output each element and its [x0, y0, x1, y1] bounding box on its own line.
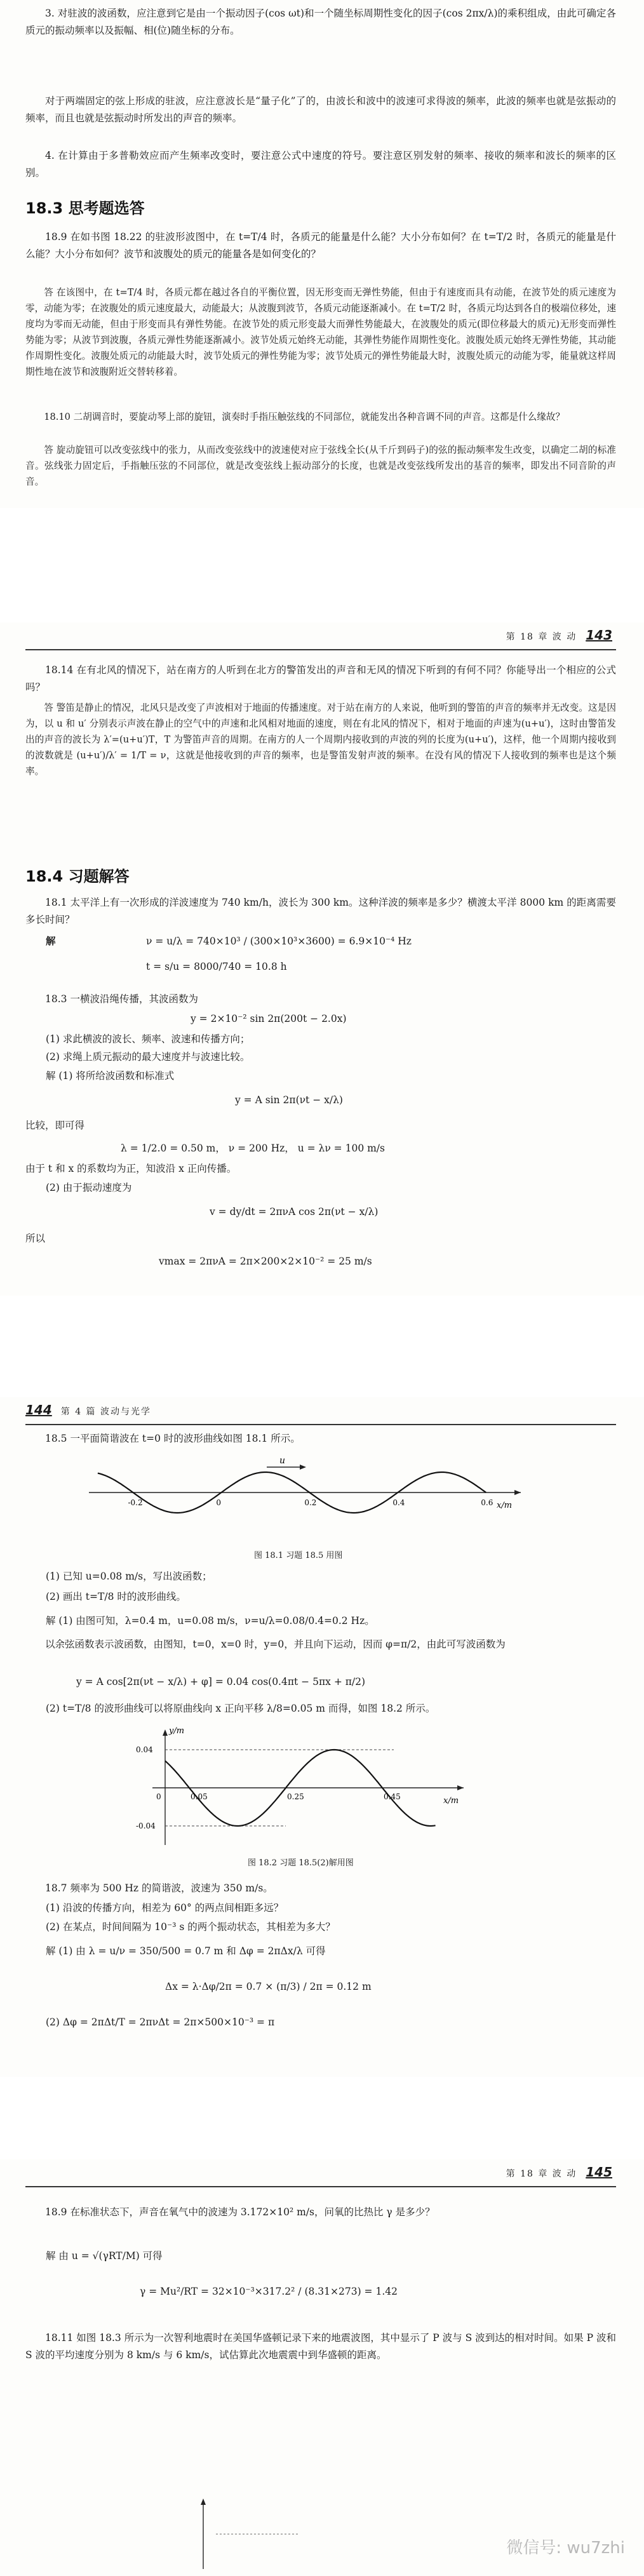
page-number: 144	[25, 1402, 52, 1418]
x-tick-label: -0.2	[128, 1498, 143, 1507]
x-tick-label: 0.05	[191, 1792, 208, 1801]
equation-values: λ = 1/2.0 = 0.50 m， ν = 200 Hz， u = λν = 100 m/s	[121, 1143, 385, 1154]
figure-18-1	[76, 1454, 533, 1543]
equation-gamma: γ = Mu²/RT = 32×10⁻³×317.2² / (8.31×273) = 1.42	[140, 2286, 398, 2297]
page-gap	[0, 1296, 644, 1397]
answer-18-14: 答 警笛是静止的情况，北风只是改变了声波相对于地面的传播速度。对于站在南方的人来说，他听到的警笛的声音的频率并无改变。这是因为，以 u 和 u′ 分别表示声波在静止的空气中的声速和北风相对地面的速度，则在有北风的情况下，相对于地面的声速为(u+u′)，这时由警笛发出的声音的波长为 λ′=(u+u′)T，T 为警笛声音的周期。在南方的人一个周期内接收到的声波的列的长度为(u+u′)，这样，他一个周期内接收到的波数就是 (u+u′)/λ′ = 1/T = ν，这就是他接收到的声音的频率，也是警笛发射声波的频率。在没有风的情况下人接收到的频率也是这个频率。	[25, 702, 616, 777]
figure-18-2	[127, 1724, 483, 1851]
running-head-text: 第 18 章 波 动	[506, 2169, 577, 2179]
solution-18-5-3: (2) t=T/8 的波形曲线可以将原曲线向 x 正向平移 λ/8=0.05 m 而得，如图 18.2 所示。	[46, 1703, 436, 1714]
figure-18-2-caption: 图 18.2 习题 18.5(2)解用图	[248, 1858, 354, 1868]
problem-18-3: 18.3 一横波沿绳传播，其波函数为	[45, 993, 198, 1005]
velocity-arrow-head	[300, 1465, 306, 1470]
x-axis-arrow	[457, 1785, 464, 1790]
x-tick-label: 0.4	[392, 1498, 405, 1507]
page-2	[0, 622, 644, 1296]
seismogram-figure-top	[191, 2490, 318, 2572]
problem-18-11: 18.11 如图 18.3 所示为一次智利地震时在美国华盛顿记录下来的地震波图，其中显示了 P 波与 S 波到达的相对时间。如果 P 波和 S 波的平均速度分别为 8 km/s 与 6 km/s，试估算此次地震震中到华盛顿的距离。	[25, 2332, 616, 2361]
solution-18-7-2: (2) Δφ = 2πΔt/T = 2πνΔt = 2π×500×10⁻³ = π	[46, 2016, 275, 2028]
velocity-label: u	[279, 1456, 286, 1466]
equation-delta-x: Δx = λ·Δφ/2π = 0.7 × (π/3) / 2π = 0.12 m	[165, 1981, 372, 1992]
problem-18-5: 18.5 一平面简谐波在 t=0 时的波形曲线如图 18.1 所示。	[45, 1433, 300, 1444]
solution-label: 解	[46, 935, 56, 947]
equation-wave: y = 2×10⁻² sin 2π(200t − 2.0x)	[191, 1013, 347, 1024]
x-axis-label: x/m	[497, 1501, 513, 1510]
question-18-10: 18.10 二胡调音时，要旋动琴上部的旋钮，演奏时手指压触弦线的不同部位，就能发出各种音调不同的声音。这都是什么缘故？	[44, 412, 565, 422]
y-tick-label: -0.04	[136, 1821, 156, 1830]
equation-standard: y = A sin 2π(νt − x/λ)	[235, 1094, 343, 1106]
compare-text: 比较，即可得	[25, 1120, 85, 1131]
header-rule	[25, 649, 616, 650]
page-gap	[0, 2077, 644, 2159]
solution-18-5-1: 解 (1) 由图可知，λ=0.4 m，u=0.08 m/s，ν=u/λ=0.08/0.4=0.2 Hz。	[46, 1615, 375, 1627]
figure-18-1-caption: 图 18.1 习题 18.5 用图	[254, 1551, 343, 1560]
x-tick-label: 0.2	[304, 1498, 317, 1507]
running-head-text: 第 18 章 波 动	[506, 632, 577, 642]
x-tick-label: 0	[216, 1498, 222, 1507]
question-18-3-1: (1) 求此横波的波长、频率、波速和传播方向；	[46, 1033, 250, 1045]
question-18-7-1: (1) 沿波的传播方向，相差为 60° 的两点间相距多远？	[46, 1902, 284, 1914]
item-3-text: 3. 对驻波的波函数，应注意到它是由一个振动因子(cos ωt)和一个随坐标周期性变化的因子(cos 2πx/λ)的乘积组成，由此可确定各质元的振动频率以及振幅、相(位)随坐标的分布。	[25, 8, 616, 36]
header-rule	[25, 2186, 616, 2187]
solution-18-9-1: 解 由 u = √(γRT/M) 可得	[46, 2250, 163, 2262]
section-title-thinking: 18.3 思考题选答	[25, 199, 145, 217]
running-head-144	[25, 1402, 151, 1418]
section-title-exercises: 18.4 习题解答	[25, 868, 130, 885]
x-axis-arrow	[514, 1490, 521, 1495]
x-axis-label: x/m	[443, 1796, 459, 1806]
solution-18-3-1: 解 (1) 将所给波函数和标准式	[46, 1070, 175, 1082]
problem-18-1: 18.1 太平洋上有一次形成的洋波速度为 740 km/h，波长为 300 km。这种洋波的频率是多少？横渡太平洋 8000 km 的距离需要多长时间？	[25, 897, 616, 925]
page-3	[0, 1397, 644, 2077]
axis-arrow	[201, 2499, 206, 2505]
solution-18-7-1: 解 (1) 由 λ = u/ν = 350/500 = 0.7 m 和 Δφ = 2πΔx/λ 可得	[46, 1945, 326, 1957]
running-head-text: 第 4 篇 波动与光学	[60, 1407, 152, 1417]
question-18-5-1: (1) 已知 u=0.08 m/s，写出波函数；	[46, 1571, 212, 1582]
x-tick-label: 0.25	[287, 1792, 304, 1801]
x-tick-label: 0.45	[384, 1792, 401, 1801]
running-head-143	[506, 627, 612, 643]
paragraph-fixed-ends: 对于两端固定的弦上形成的驻波，应注意波长是“量子化”了的，由波长和波中的波速可求得波的频率，此波的频率也就是弦振动的频率，而且也就是弦振动时所发出的声音的频率。	[25, 95, 616, 124]
equation-vmax: vmax = 2πνA = 2π×200×2×10⁻² = 25 m/s	[159, 1256, 372, 1267]
x-tick-label: 0.6	[481, 1498, 493, 1507]
direction-text: 由于 t 和 x 的系数均为正，知波沿 x 正向传播。	[25, 1163, 237, 1174]
equation-frequency: ν = u/λ = 740×10³ / (300×10³×3600) = 6.9×10⁻⁴ Hz	[146, 936, 412, 947]
watermark: 微信号: wu7zhi	[506, 2539, 625, 2558]
y-tick-label: 0.04	[136, 1745, 153, 1754]
equation-wave-cos: y = A cos[2π(νt − x/λ) + φ] = 0.04 cos(0.4πt − 5πx + π/2)	[76, 1676, 366, 1687]
page-gap	[0, 508, 644, 622]
equation-time: t = s/u = 8000/740 = 10.8 h	[146, 961, 287, 972]
y-axis-label: y/m	[169, 1726, 185, 1736]
problem-18-9: 18.9 在标准状态下，声音在氧气中的波速为 3.172×10² m/s，问氧的比热比 γ 是多少？	[45, 2206, 435, 2218]
header-rule	[25, 1424, 616, 1425]
question-18-9: 18.9 在如书图 18.22 的驻波形波图中，在 t=T/4 时，各质元的能量是什么能？大小分布如何？在 t=T/2 时，各质元的能量是什么能？大小分布如何？波节和波腹处的质元的能量各是如何变化的？	[25, 231, 616, 260]
answer-18-10: 答 旋动旋钮可以改变弦线中的张力，从而改变弦线中的波速使对应于弦线全长(从千斤到码子)的弦的振动频率发生改变，以确定二胡的标准音。弦线张力固定后，手指触压弦的不同部位，就是改变弦线上振动部分的长度，也就是改变弦线所发出的基音的频率，即发出不同音阶的声音。	[25, 445, 616, 487]
question-18-3-2: (2) 求绳上质元振动的最大速度并与波速比较。	[46, 1051, 250, 1063]
page-4	[0, 2159, 644, 2576]
question-18-7-2: (2) 在某点，时间间隔为 10⁻³ s 的两个振动状态，其相差为多大？	[46, 1921, 335, 1933]
y-axis-arrow	[163, 1729, 168, 1736]
page-1	[0, 0, 644, 508]
page-number: 143	[586, 627, 612, 643]
question-18-5-2: (2) 画出 t=T/8 时的波形曲线。	[46, 1591, 186, 1602]
problem-18-7: 18.7 频率为 500 Hz 的简谐波，波速为 350 m/s。	[45, 1882, 273, 1894]
equation-velocity: v = dy/dt = 2πνA cos 2π(νt − x/λ)	[210, 1206, 379, 1218]
page-number: 145	[586, 2164, 612, 2180]
item-4-text: 4. 在计算由于多普勒效应而产生频率改变时，要注意公式中速度的符号。要注意区别发射的频率、接收的频率和波长的频率的区别。	[25, 150, 616, 178]
x-tick-label: 0	[156, 1792, 161, 1801]
question-18-14: 18.14 在有北风的情况下，站在南方的人听到在北方的警笛发出的声音和无风的情况下听到的有何不同？你能导出一个相应的公式吗？	[25, 664, 616, 693]
solution-18-3-2: (2) 由于振动速度为	[46, 1182, 132, 1193]
so-text: 所以	[25, 1233, 46, 1244]
solution-18-5-2: 以余弦函数表示波函数，由图知，t=0，x=0 时，y=0，并且向下运动，因而 φ=π/2，由此可写波函数为	[45, 1639, 506, 1650]
answer-18-9: 答 在该图中，在 t=T/4 时，各质元都在越过各自的平衡位置，因无形变而无弹性势能，但由于有速度而具有动能，在波节处的质元速度为零，动能为零；在波腹处的质元速度最大，动能最大；从波腹到波节，各质元动能逐渐减小。在 t=T/2 时，各质元均达到各自的极端位移处，速度均为零而无动能，但由于形变而具有弹性势能。在波节处的质元形变最大而弹性势能最大，在波腹处的质元(即位移最大的质元)无形变而弹性势能为零；从波节到波腹，各质元弹性势能逐渐减小。波节处质元始终无动能，其弹性势能作周期性变化。波腹处质元始终无弹性势能，其动能作周期性变化。波腹处质元的动能最大时，波节处质元的弹性势能为零；波节处质元的弹性势能最大时，波腹处质元的动能为零，能量就这样周期性地在波节和波腹附近交替转移着。	[25, 287, 616, 377]
running-head-145	[506, 2164, 612, 2180]
